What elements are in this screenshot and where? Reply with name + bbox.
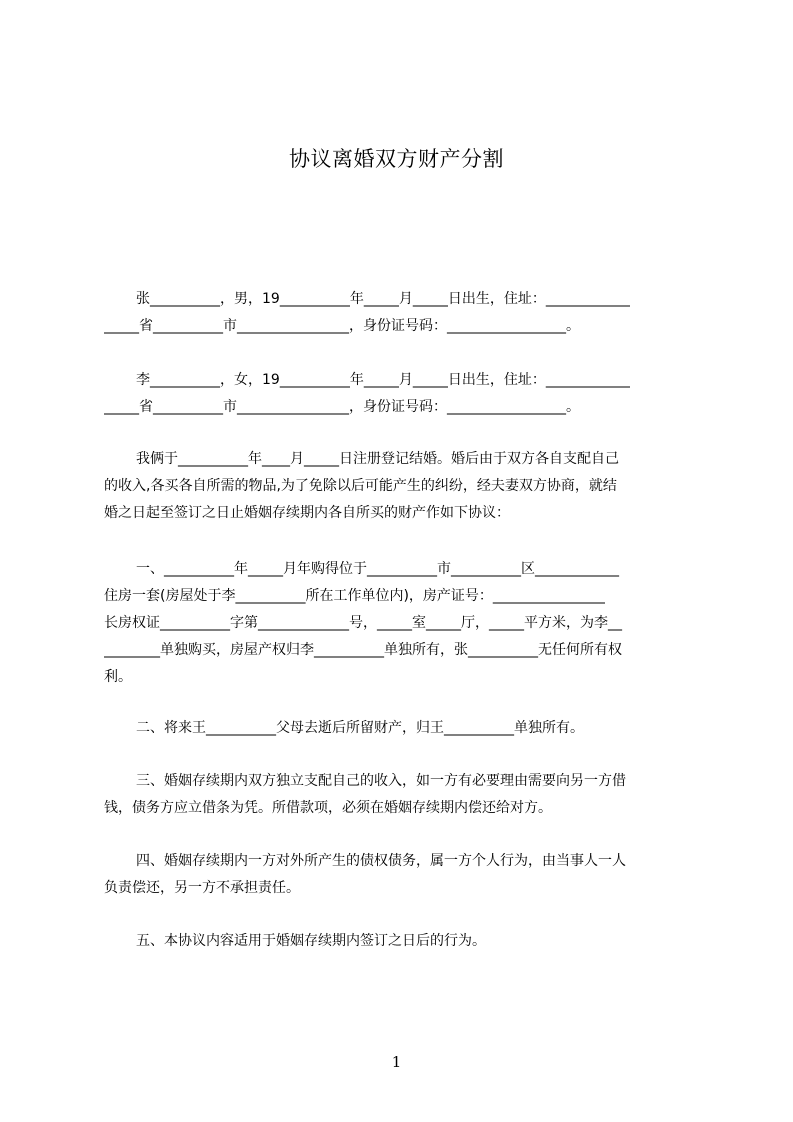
clause-two-line-1: 二、将来王__________父母去逝后所留财产，归王__________单独所有。 — [136, 720, 584, 736]
document-title: 协议离婚双方财产分割 — [289, 147, 504, 171]
clause-four-line-1: 四、婚姻存续期内一方对外所产生的债权债务，属一方个人行为，由当事人一人 — [136, 853, 626, 869]
party-two-line-1: 李__________，女，19__________年_____月_____日出生，住址：____________ — [136, 372, 630, 388]
clause-three-line-1: 三、婚姻存续期内双方独立支配自己的收入，如一方有必要理由需要向另一方借 — [136, 773, 626, 789]
clause-one-line-3: 长房权证__________字第_____________号，_____室_____厅，_____平方米，为李__ — [104, 615, 622, 631]
intro-line-1: 我俩于__________年____月_____日注册登记结婚。婚后由于双方各自支配自己 — [136, 451, 619, 467]
clause-five-line-1: 五、本协议内容适用于婚姻存续期内签订之日后的行为。 — [136, 933, 486, 949]
clause-three-paragraph — [104, 768, 704, 822]
clause-three-line-2: 钱，债务方应立借条为凭。所借款项，必须在婚姻存续期内偿还给对方。 — [104, 800, 552, 816]
intro-line-2: 的收入,各买各自所需的物品,为了免除以后可能产生的纠纷，经夫妻双方协商，就结 — [104, 478, 617, 494]
party-one-line-2: _____省__________市________________，身份证号码：_________________。 — [104, 318, 580, 334]
clause-four-paragraph — [104, 848, 704, 902]
party-two-paragraph — [104, 367, 704, 421]
clause-one-line-5: 利。 — [104, 669, 132, 685]
clause-five-paragraph — [104, 928, 704, 955]
clause-four-line-2: 负责偿还，另一方不承担责任。 — [104, 880, 300, 896]
clause-one-paragraph — [104, 556, 704, 691]
intro-line-3: 婚之日起至签订之日止婚姻存续期内各自所买的财产作如下协议： — [104, 505, 510, 521]
clause-one-line-4: ________单独购买，房屋产权归李__________单独所有，张__________无任何所有权 — [104, 642, 622, 658]
intro-paragraph — [104, 446, 704, 527]
clause-two-paragraph — [104, 715, 704, 742]
clause-one-line-2: 住房一套(房屋处于李__________所在工作单位内)，房产证号：________________ — [104, 588, 605, 604]
party-two-line-2: _____省__________市________________，身份证号码：_________________。 — [104, 399, 580, 415]
page-number: 1 — [391, 1053, 402, 1071]
clause-one-line-1: 一、__________年_____月年购得位于__________市__________区____________ — [136, 561, 619, 577]
party-one-line-1: 张__________，男，19__________年_____月_____日出生，住址：____________ — [136, 291, 630, 307]
party-one-paragraph — [104, 286, 704, 340]
